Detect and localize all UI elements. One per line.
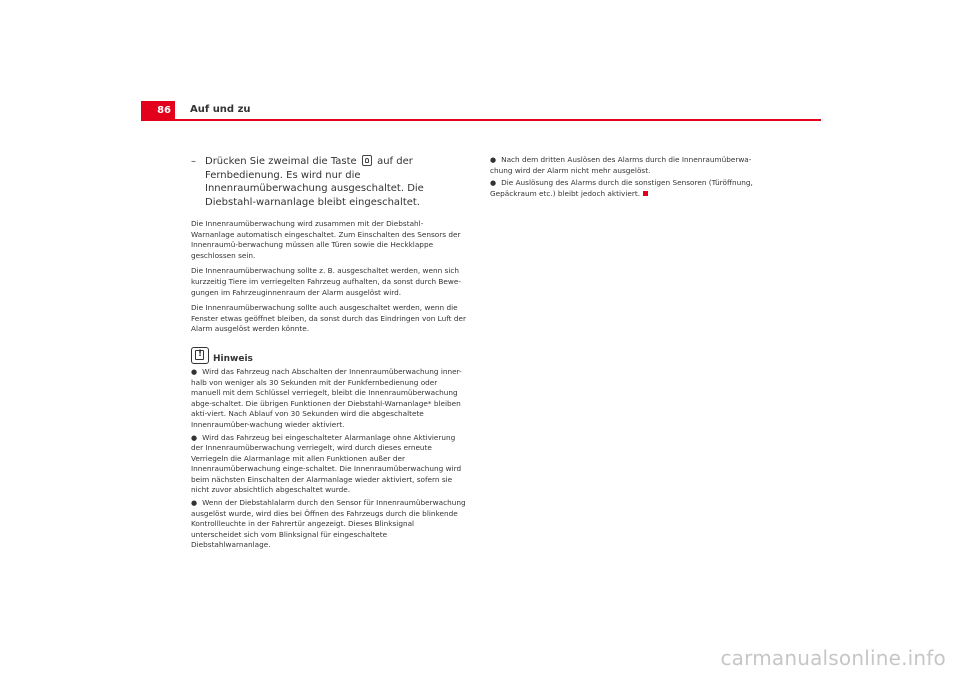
note-icon xyxy=(191,347,209,364)
bullet-text: Die Auslösung des Alarms durch die sonstigen Sensoren (Türöffnung, Gepäckraum etc.) bleibt jedoch aktiviert. xyxy=(490,178,753,198)
bullet-icon: ● xyxy=(191,433,198,442)
page-number: 86 xyxy=(141,101,175,120)
hinweis-bullet-text: Wenn der Diebstahlalarm durch den Sensor für Innenraumüberwachung ausgelöst wurde, wird dies bei Öffnen des Fahrzeugs durch die blinkende Kontrollleuchte in der Fahrertür angezeigt. Dieses Blinksignal unterscheidet sich vom Blinksignal für eingeschaltete Diebstahlwarnanlage. xyxy=(191,498,466,550)
bullet-icon: ● xyxy=(490,179,497,188)
section-end-icon xyxy=(643,191,648,196)
watermark: carmanualsonline.info xyxy=(720,646,946,670)
right-column xyxy=(490,155,765,201)
paragraph: Die Innenraumüberwachung sollte z. B. ausgeschaltet werden, wenn sich kurzzeitig Tiere im verriegelten Fahrzeug aufhalten, da sonst durch Bewe-gungen im Fahrzeuginnenraum der Alarm ausgelöst wird. xyxy=(191,266,461,297)
step-text-before: Drücken Sie zweimal die Taste xyxy=(205,156,357,167)
left-column xyxy=(191,155,466,553)
bullet-icon: ● xyxy=(191,367,198,376)
paragraph: Die Innenraumüberwachung sollte auch ausgeschaltet werden, wenn die Fenster etwas geöffnet bleiben, da sonst durch das Eindringen von Luft der Alarm ausgelöst werden könnte. xyxy=(191,303,466,334)
paragraph: Die Innenraumüberwachung wird zusammen mit der Diebstahl-Warnanlage automatisch eingeschaltet. Zum Einschalten des Sensors der Innenraumü-berwachung müssen alle Türen sowie die Heckklappe geschlossen sein. xyxy=(191,219,461,260)
hinweis-bullet-text: Wird das Fahrzeug bei eingeschalteter Alarmanlage ohne Aktivierung der Innenraumüberwachung verriegelt, wird durch dieses erneute Verriegeln die Alarmanlage mit allen Funktionen außer der Innenraumüberwachung einge-schaltet. Die Innenraumüberwachung wird beim nächsten Einschalten der Alarmanlage wieder aktiviert, sofern sie nicht zuvor absichtlich abgeschaltet wurde. xyxy=(191,432,462,495)
bullet-icon: ● xyxy=(490,156,497,164)
header-rule xyxy=(141,119,821,121)
bullet-item xyxy=(490,178,765,199)
step-text-after: auf der Fernbedienung. Es wird nur die Innenraumüberwachung ausgeschaltet. Die Diebstahl-warnanlage bleibt eingeschaltet. xyxy=(205,156,424,208)
hinweis-bullet-text: Wird das Fahrzeug nach Abschalten der Innenraumüberwachung inner-halb von weniger als 30 Sekunden mit der Funkfernbedienung oder manuell mit dem Schlüssel verriegelt, bleibt die Innenraumüberwachung abge-schaltet. Die übrigen Funktionen der Diebstahl-Warnanlage* bleiben akti-viert. Nach Ablauf von 30 Sekunden wird die abgeschaltete Innenraumüber-wachung wieder aktiviert. xyxy=(191,366,462,429)
bullet-icon: ● xyxy=(191,499,198,508)
hinweis-title: Hinweis xyxy=(213,353,253,364)
hinweis-bullet xyxy=(191,367,466,431)
hinweis-bullet xyxy=(191,433,466,497)
key-lock-button-icon xyxy=(362,155,372,166)
bullet-text: Nach dem dritten Auslösen des Alarms durch die Innenraumüberwa-chung wird der Alarm nicht mehr ausgelöst. xyxy=(490,155,752,175)
instruction-step xyxy=(191,155,466,209)
bullet-item xyxy=(490,155,765,176)
chapter-title: Auf und zu xyxy=(190,104,251,115)
hinweis-bullet xyxy=(191,498,466,551)
step-dash: – xyxy=(191,156,196,167)
hinweis-heading xyxy=(191,347,466,364)
